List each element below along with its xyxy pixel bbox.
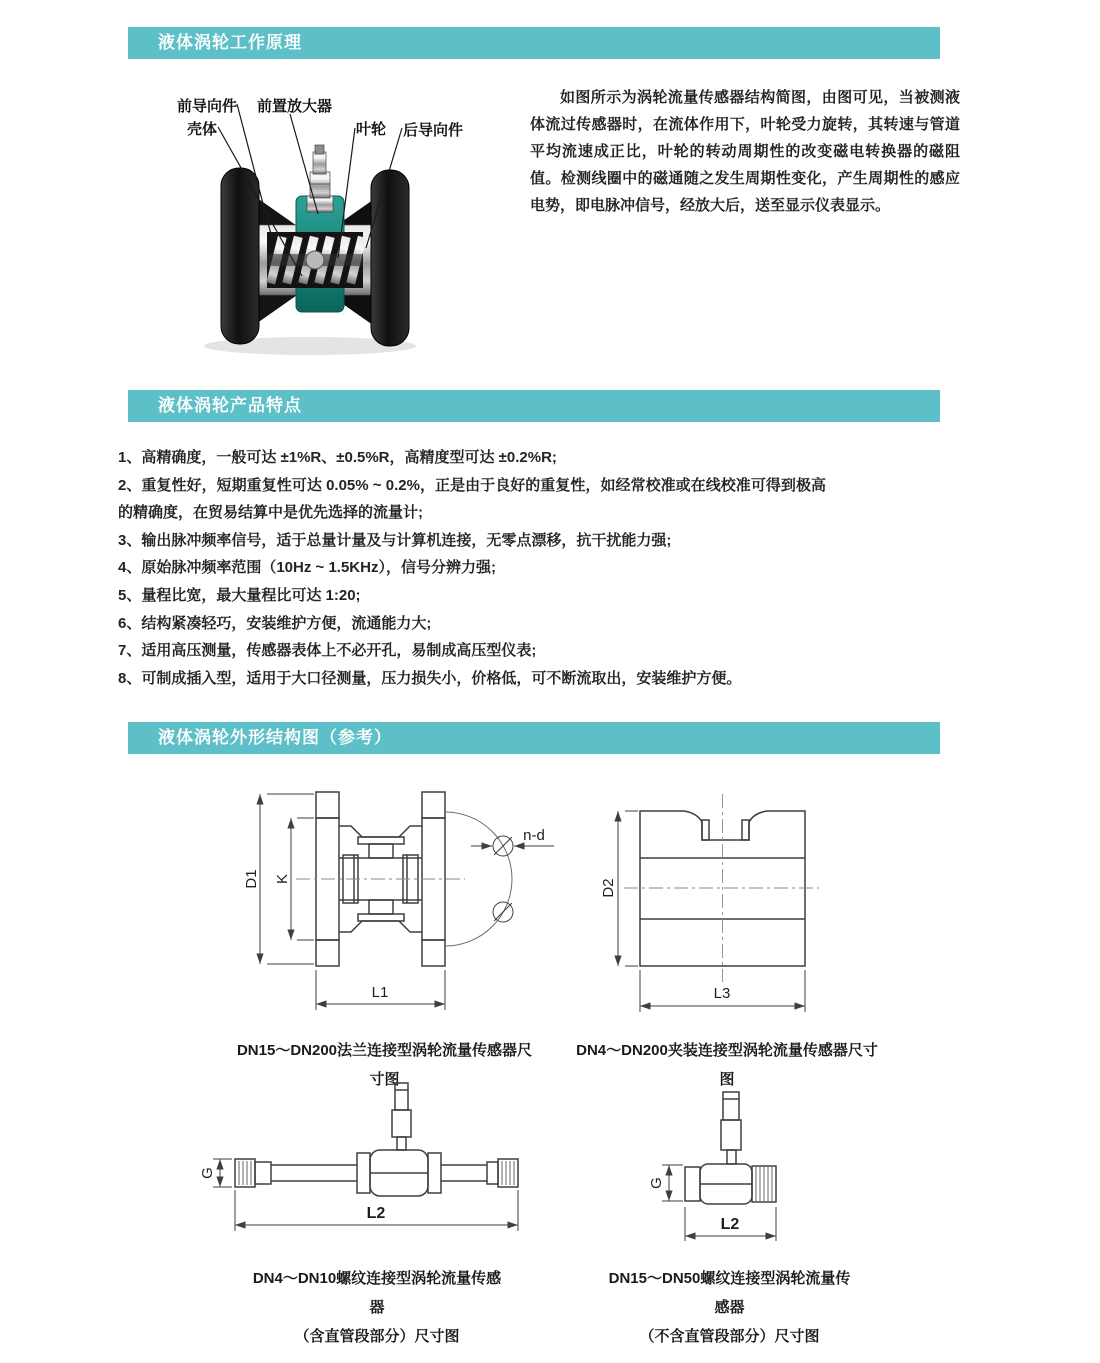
- caption-threaded-with-pipe: [252, 1264, 502, 1351]
- dim-label-nd: n-d: [523, 827, 545, 844]
- label-housing: 壳体: [187, 121, 218, 138]
- dim-label-l1: L1: [371, 984, 389, 1001]
- section-header-features: [128, 390, 940, 422]
- feature-item: 6、结构紧凑轻巧，安装维护方便，流通能力大;: [118, 614, 432, 632]
- caption-text: （不含直管段部分）尺寸图: [639, 1328, 820, 1345]
- dim-label-d1: D1: [243, 869, 260, 889]
- label-impeller: 叶轮: [356, 121, 387, 138]
- caption-text: （含直管段部分）尺寸图: [294, 1328, 460, 1345]
- label-preamplifier: 前置放大器: [257, 98, 333, 115]
- threaded-no-pipe-drawing: [638, 1078, 893, 1243]
- features-list: [118, 444, 826, 692]
- caption-text: DN4～DN10螺纹连接型涡轮流量传感器: [252, 1270, 502, 1316]
- section-header-drawings: [128, 722, 940, 754]
- dim-label-d2: D2: [600, 878, 617, 898]
- dim-label-l2: L2: [720, 1216, 740, 1233]
- caption-text: DN4～DN200夹装连接型涡轮流量传感器尺寸图: [576, 1042, 878, 1088]
- flange-right: [371, 170, 409, 346]
- section-title: 液体涡轮外形结构图（参考）: [158, 728, 392, 747]
- feature-item: 3、输出脉冲频率信号，适于总量计量及与计算机连接，无零点漂移，抗干扰能力强;: [118, 531, 672, 549]
- feature-item: 8、可制成插入型，适用于大口径测量，压力损失小，价格低，可不断流取出，安装维护方便。: [118, 669, 742, 687]
- caption-text: DN15～DN50螺纹连接型涡轮流量传感器: [608, 1270, 851, 1316]
- caption-text: DN15～DN200法兰连接型涡轮流量传感器尺寸图: [236, 1042, 533, 1088]
- section-title: 液体涡轮产品特点: [158, 396, 302, 415]
- feature-item: 4、原始脉冲频率范围（10Hz ~ 1.5KHz），信号分辨力强;: [118, 559, 496, 577]
- wafer-drawing: [598, 782, 890, 1022]
- principle-paragraph: 如图所示为涡轮流量传感器结构简图，由图可见，当被测液体流过传感器时，在流体作用下，叶轮受力旋转，其转速与管道平均流速成正比，叶轮的转动周期性的改变磁电转换器的磁阻值。检测线圈中的磁通随之发生周期性变化，产生周期性的感应电势，即电脉冲信号，经放大后，送至显示仪表显示。: [530, 89, 960, 214]
- section-header-principle: [128, 27, 940, 59]
- dim-label-g: G: [648, 1177, 665, 1189]
- threaded-with-pipe-drawing: [183, 1078, 538, 1240]
- feature-item: 1、高精确度，一般可达 ±1%R、±0.5%R，高精度型可达 ±0.2%R;: [118, 449, 557, 466]
- dim-label-l2: L2: [366, 1205, 386, 1222]
- dim-label-l3: L3: [713, 985, 731, 1002]
- flange-drawing: [230, 782, 565, 1027]
- label-rear-guide: 后导向件: [403, 122, 464, 139]
- section-title: 液体涡轮工作原理: [158, 33, 302, 52]
- label-front-guide: 前导向件: [177, 98, 238, 115]
- caption-threaded-no-pipe: [602, 1264, 857, 1351]
- feature-item: 2、重复性好，短期重复性可达 0.05% ~ 0.2%，正是由于良好的重复性，如经常校准或在线校准可得到极高的精确度，在贸易结算中是优先选择的流量计;: [118, 476, 826, 522]
- feature-item: 7、适用高压测量，传感器表体上不必开孔，易制成高压型仪表;: [118, 642, 537, 660]
- sensor-stem: [307, 145, 333, 212]
- dim-label-k: K: [274, 873, 291, 885]
- dim-label-g: G: [199, 1167, 216, 1179]
- flange-left: [221, 168, 259, 344]
- feature-item: 5、量程比宽，最大量程比可达 1:20;: [118, 586, 361, 604]
